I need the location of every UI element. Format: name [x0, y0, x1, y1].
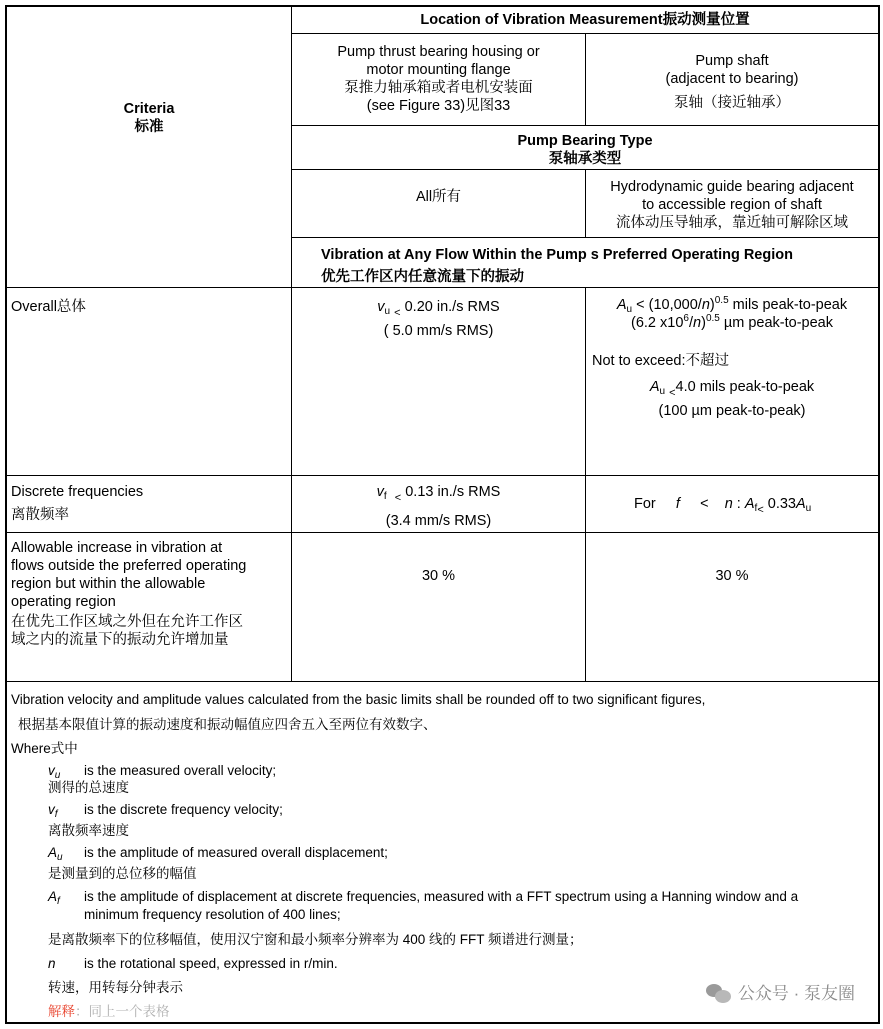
def-text-cn: 是测量到的总位移的幅值 [48, 866, 197, 881]
table-border-left [5, 5, 7, 1024]
criteria-heading [7, 100, 291, 136]
allowable-housing-value: 30 % [421, 568, 456, 584]
location-heading: Location of Vibration Measurement振动测量位置 [420, 12, 750, 28]
where-label: Where式中 [11, 741, 78, 756]
table-border-top [5, 5, 880, 7]
location-shaft-line2: (adjacent to bearing) [665, 71, 799, 87]
discrete-housing-limit [292, 483, 585, 530]
rounding-note: Vibration velocity and amplitude values calculated from the basic limits shall be rounded off to two significant figures, [11, 692, 706, 707]
symbol-sub-u: u [805, 503, 812, 514]
def-text-cn: 转速，用转每分钟表示 [48, 980, 183, 995]
rounding-note-cn: 根据基本限值计算的振动速度和振动幅值应四舍五入至两位有效数字、 [18, 717, 437, 732]
bearing-type-heading [292, 132, 878, 168]
bearing-hydrodynamic [586, 178, 878, 232]
location-shaft-line3: 泵轴（接近轴承） [674, 95, 790, 111]
explanation-colon: ： [75, 1004, 89, 1019]
vibration-any-flow-label-cn: 优先工作区内任意流量下的振动 [321, 269, 524, 285]
location-shaft [586, 52, 878, 112]
bearing-type-label: Pump Bearing Type [517, 133, 653, 149]
exponent: 0.5 [714, 295, 729, 306]
symbol-sub-u: u [54, 770, 61, 781]
def-text-cn: 测得的总速度 [48, 780, 129, 795]
symbol-v: v [48, 763, 55, 778]
overall-shaft-text-b: ) [709, 297, 715, 313]
row-line-8 [5, 681, 880, 682]
watermark-text: 公众号 · 泵友圈 [737, 984, 855, 1003]
symbol-A: A [616, 297, 627, 313]
overall-housing-limit [292, 298, 585, 340]
not-to-exceed-value-metric: (100 µm peak-to-peak) [658, 403, 806, 419]
overall-shaft-text-c: mils peak-to-peak [728, 297, 848, 313]
def-symbol [48, 955, 56, 973]
overall-shaft-line2 [586, 314, 878, 332]
less-than-sign: < [394, 492, 402, 504]
def-symbol [48, 801, 58, 819]
discrete-label-en: Discrete frequencies [11, 484, 144, 500]
overall-label: Overall总体 [11, 299, 86, 315]
overall-shaft-metric-c: ) [701, 315, 706, 331]
overall-shaft-metric-a: (6.2 x10 [631, 315, 684, 331]
symbol-f: f [675, 496, 680, 512]
symbol-sub-f: f [383, 491, 387, 502]
location-housing-line4: (see Figure 33)见图33 [366, 98, 511, 114]
row-line-4 [292, 237, 879, 238]
explanation [48, 1003, 170, 1021]
discrete-shaft-limit [634, 495, 811, 519]
symbol-A: A [48, 845, 58, 860]
symbol-n: n [693, 315, 702, 331]
symbol-v: v [376, 484, 384, 500]
discrete-label [11, 483, 143, 524]
def-text-cn: 离散频率速度 [48, 823, 129, 838]
not-to-exceed-limit [586, 378, 878, 420]
def-text: is the rotational speed, expressed in r/min. [84, 956, 338, 971]
vibration-any-flow-heading [321, 246, 793, 286]
location-housing-line2: motor mounting flange [366, 62, 511, 78]
def-text-continued: minimum frequency resolution of 400 lines; [84, 907, 341, 922]
table-border-right [878, 5, 880, 1024]
location-housing [292, 43, 585, 115]
vibration-any-flow-label: Vibration at Any Flow Within the Pump s Preferred Operating Region [321, 247, 793, 263]
allowable-shaft-value: 30 % [715, 568, 749, 584]
symbol-sub-u: u [626, 304, 633, 315]
vibration-limits-document [5, 5, 880, 1024]
bearing-all: All所有 [415, 189, 462, 205]
hydrodynamic-line3: 流体动压导轴承，靠近轴可解除区域 [616, 215, 848, 231]
discrete-housing-line1 [292, 483, 585, 507]
symbol-sub-u: u [659, 386, 666, 397]
def-symbol [48, 844, 63, 862]
symbol-sub-u: u [384, 306, 391, 317]
row-line-3 [292, 169, 879, 170]
not-to-exceed-label: Not to exceed:不超过 [592, 353, 729, 369]
overall-shaft-text-a: < (10,000/ [632, 297, 702, 313]
symbol-sub-f: f [754, 503, 758, 514]
allowable-label-line5: 在优先工作区域之外但在允许工作区 [11, 614, 243, 630]
allowable-label [11, 539, 246, 649]
symbol-sub-f: f [57, 896, 60, 907]
exponent: 0.5 [705, 313, 720, 324]
explanation-label: 解释 [48, 1004, 75, 1019]
discrete-housing-value: 0.13 in./s RMS [405, 484, 501, 500]
def-text: is the discrete frequency velocity; [84, 802, 283, 817]
def-text-cn: 是离散频率下的位移幅值，使用汉宁窗和最小频率分辨率为 400 线的 FFT 频谱进行测量； [48, 932, 583, 947]
location-shaft-line1: Pump shaft [695, 53, 769, 69]
allowable-label-line3: region but within the allowable [11, 576, 206, 592]
explanation-text: 同上一个表格 [88, 1004, 170, 1019]
def-text: is the amplitude of measured overall displacement; [84, 845, 388, 860]
symbol-v: v [48, 802, 55, 817]
overall-shaft-metric-d: µm peak-to-peak [719, 315, 833, 331]
symbol-A: A [48, 889, 58, 904]
symbol-sub-f: f [54, 809, 58, 820]
allowable-label-line2: flows outside the preferred operating [11, 558, 247, 574]
hydrodynamic-line2: to accessible region of shaft [642, 197, 822, 213]
less-than-sign: < [700, 496, 709, 512]
less-than-sign: < [757, 504, 764, 516]
allowable-label-line4: operating region [11, 594, 116, 610]
overall-housing-value: 0.20 in./s RMS [404, 299, 500, 315]
for-label: For [634, 496, 656, 512]
symbol-v: v [377, 299, 385, 315]
location-housing-line3: 泵推力轴承箱或者电机安装面 [344, 80, 533, 96]
def-text: is the measured overall velocity; [84, 763, 277, 778]
symbol-sub-u: u [57, 852, 63, 863]
row-line-6 [5, 475, 880, 476]
row-line-7 [5, 532, 880, 533]
discrete-shaft-value: 0.33 [763, 496, 796, 512]
overall-shaft-metric-b: / [688, 315, 694, 331]
def-text: is the amplitude of displacement at discrete frequencies, measured with a FFT spectrum using a Hanning window and a [84, 889, 799, 904]
bearing-type-label-cn: 泵轴承类型 [548, 151, 622, 167]
symbol-n: n [701, 297, 710, 313]
allowable-label-line1: Allowable increase in vibration at [11, 540, 223, 556]
symbol-n: n [48, 956, 56, 971]
allowable-label-line6: 域之内的流量下的振动允许增加量 [11, 632, 229, 648]
not-to-exceed-value: 4.0 mils peak-to-peak [675, 379, 815, 395]
colon: : [732, 496, 745, 512]
overall-housing-value-metric: ( 5.0 mm/s RMS) [383, 323, 494, 339]
overall-housing-line1 [292, 298, 585, 322]
overall-shaft-line1 [586, 296, 878, 314]
criteria-label-cn: 标准 [134, 119, 164, 135]
def-symbol [48, 888, 60, 906]
row-line-5 [5, 287, 880, 288]
location-housing-line1: Pump thrust bearing housing or [337, 44, 540, 60]
watermark [706, 983, 855, 1005]
def-symbol [48, 762, 60, 780]
less-than-sign: < [669, 387, 676, 399]
hydrodynamic-line1: Hydrodynamic guide bearing adjacent [610, 179, 854, 195]
symbol-A: A [744, 496, 755, 512]
discrete-housing-value-metric: (3.4 mm/s RMS) [385, 513, 492, 529]
row-line-1 [292, 33, 879, 34]
symbol-n: n [724, 496, 733, 512]
exponent: 6 [683, 313, 689, 324]
table-border-bottom [5, 1022, 880, 1024]
less-than-sign: < [394, 307, 401, 319]
row-line-2 [292, 125, 879, 126]
symbol-A: A [649, 379, 660, 395]
overall-shaft-limit [586, 296, 878, 332]
criteria-label: Criteria [123, 101, 175, 117]
col-divider-4 [585, 287, 586, 682]
wechat-icon [706, 984, 732, 1004]
discrete-label-cn: 离散频率 [11, 507, 69, 523]
symbol-A: A [796, 496, 806, 512]
not-to-exceed-line1 [586, 378, 878, 402]
